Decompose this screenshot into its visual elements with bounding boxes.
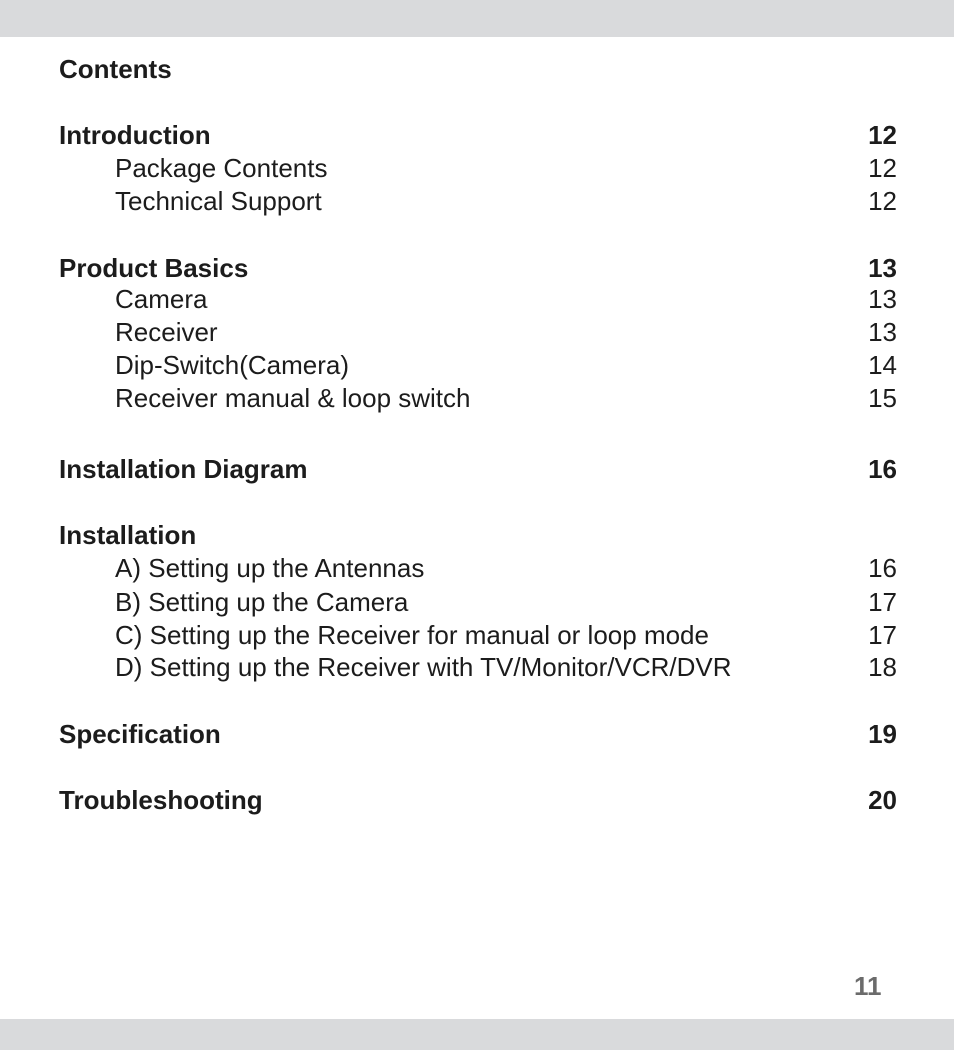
toc-subentry-label: Technical Support bbox=[115, 186, 322, 216]
toc-entry-installation[interactable] bbox=[59, 519, 897, 551]
toc-subentry-page: 15 bbox=[868, 383, 897, 413]
toc-subentry-label: D) Setting up the Receiver with TV/Monitor/VCR/DVR bbox=[115, 652, 732, 682]
toc-subentry-dip-switch-camera[interactable] bbox=[59, 349, 897, 381]
toc-entry-page: 20 bbox=[868, 785, 897, 815]
toc-entry-label: Product Basics bbox=[59, 253, 249, 283]
toc-subentry-page: 17 bbox=[868, 620, 897, 650]
toc-entry-page: 13 bbox=[868, 253, 897, 283]
toc-subentry-page: 14 bbox=[868, 350, 897, 380]
toc-subentry-technical-support[interactable] bbox=[59, 185, 897, 217]
toc-subentry-setting-up-camera[interactable] bbox=[59, 586, 897, 618]
contents-title: Contents bbox=[59, 54, 172, 84]
toc-subentry-label: A) Setting up the Antennas bbox=[115, 553, 425, 583]
toc-subentry-page: 13 bbox=[868, 317, 897, 347]
toc-subentry-page: 12 bbox=[868, 186, 897, 216]
toc-subentry-package-contents[interactable] bbox=[59, 152, 897, 184]
toc-entry-introduction[interactable] bbox=[59, 119, 897, 151]
toc-entry-specification[interactable] bbox=[59, 718, 897, 750]
toc-subentry-setting-up-antennas[interactable] bbox=[59, 552, 897, 584]
toc-subentry-camera[interactable] bbox=[59, 283, 897, 315]
toc-entry-product-basics[interactable] bbox=[59, 252, 897, 284]
toc-subentry-label: C) Setting up the Receiver for manual or loop mode bbox=[115, 620, 709, 650]
toc-entry-label: Specification bbox=[59, 719, 221, 749]
toc-entry-page: 19 bbox=[868, 719, 897, 749]
toc-subentry-setting-up-receiver-tv[interactable] bbox=[59, 651, 897, 683]
toc-subentry-receiver-manual-loop-switch[interactable] bbox=[59, 382, 897, 414]
bottom-band bbox=[0, 1019, 954, 1050]
toc-entry-installation-diagram[interactable] bbox=[59, 453, 897, 485]
toc-subentry-setting-up-receiver-manual-loop[interactable] bbox=[59, 619, 897, 651]
toc-entry-label: Introduction bbox=[59, 120, 211, 150]
toc-subentry-receiver[interactable] bbox=[59, 316, 897, 348]
toc-subentry-label: Camera bbox=[115, 284, 208, 314]
top-band bbox=[0, 0, 954, 37]
toc-subentry-page: 18 bbox=[868, 652, 897, 682]
toc-entry-troubleshooting[interactable] bbox=[59, 784, 897, 816]
toc-entry-label: Installation Diagram bbox=[59, 454, 308, 484]
toc-subentry-page: 12 bbox=[868, 153, 897, 183]
toc-subentry-label: Package Contents bbox=[115, 153, 328, 183]
toc-subentry-page: 13 bbox=[868, 284, 897, 314]
toc-entry-label: Installation bbox=[59, 520, 197, 550]
toc-entry-label: Troubleshooting bbox=[59, 785, 263, 815]
toc-entry-page: 12 bbox=[868, 120, 897, 150]
page-number: 11 bbox=[854, 971, 882, 1001]
toc-subentry-page: 16 bbox=[868, 553, 897, 583]
toc-subentry-label: Receiver bbox=[115, 317, 218, 347]
toc-subentry-label: B) Setting up the Camera bbox=[115, 587, 409, 617]
toc-entry-page: 16 bbox=[868, 454, 897, 484]
toc-subentry-label: Dip-Switch(Camera) bbox=[115, 350, 350, 380]
toc-subentry-page: 17 bbox=[868, 587, 897, 617]
toc-subentry-label: Receiver manual & loop switch bbox=[115, 383, 471, 413]
